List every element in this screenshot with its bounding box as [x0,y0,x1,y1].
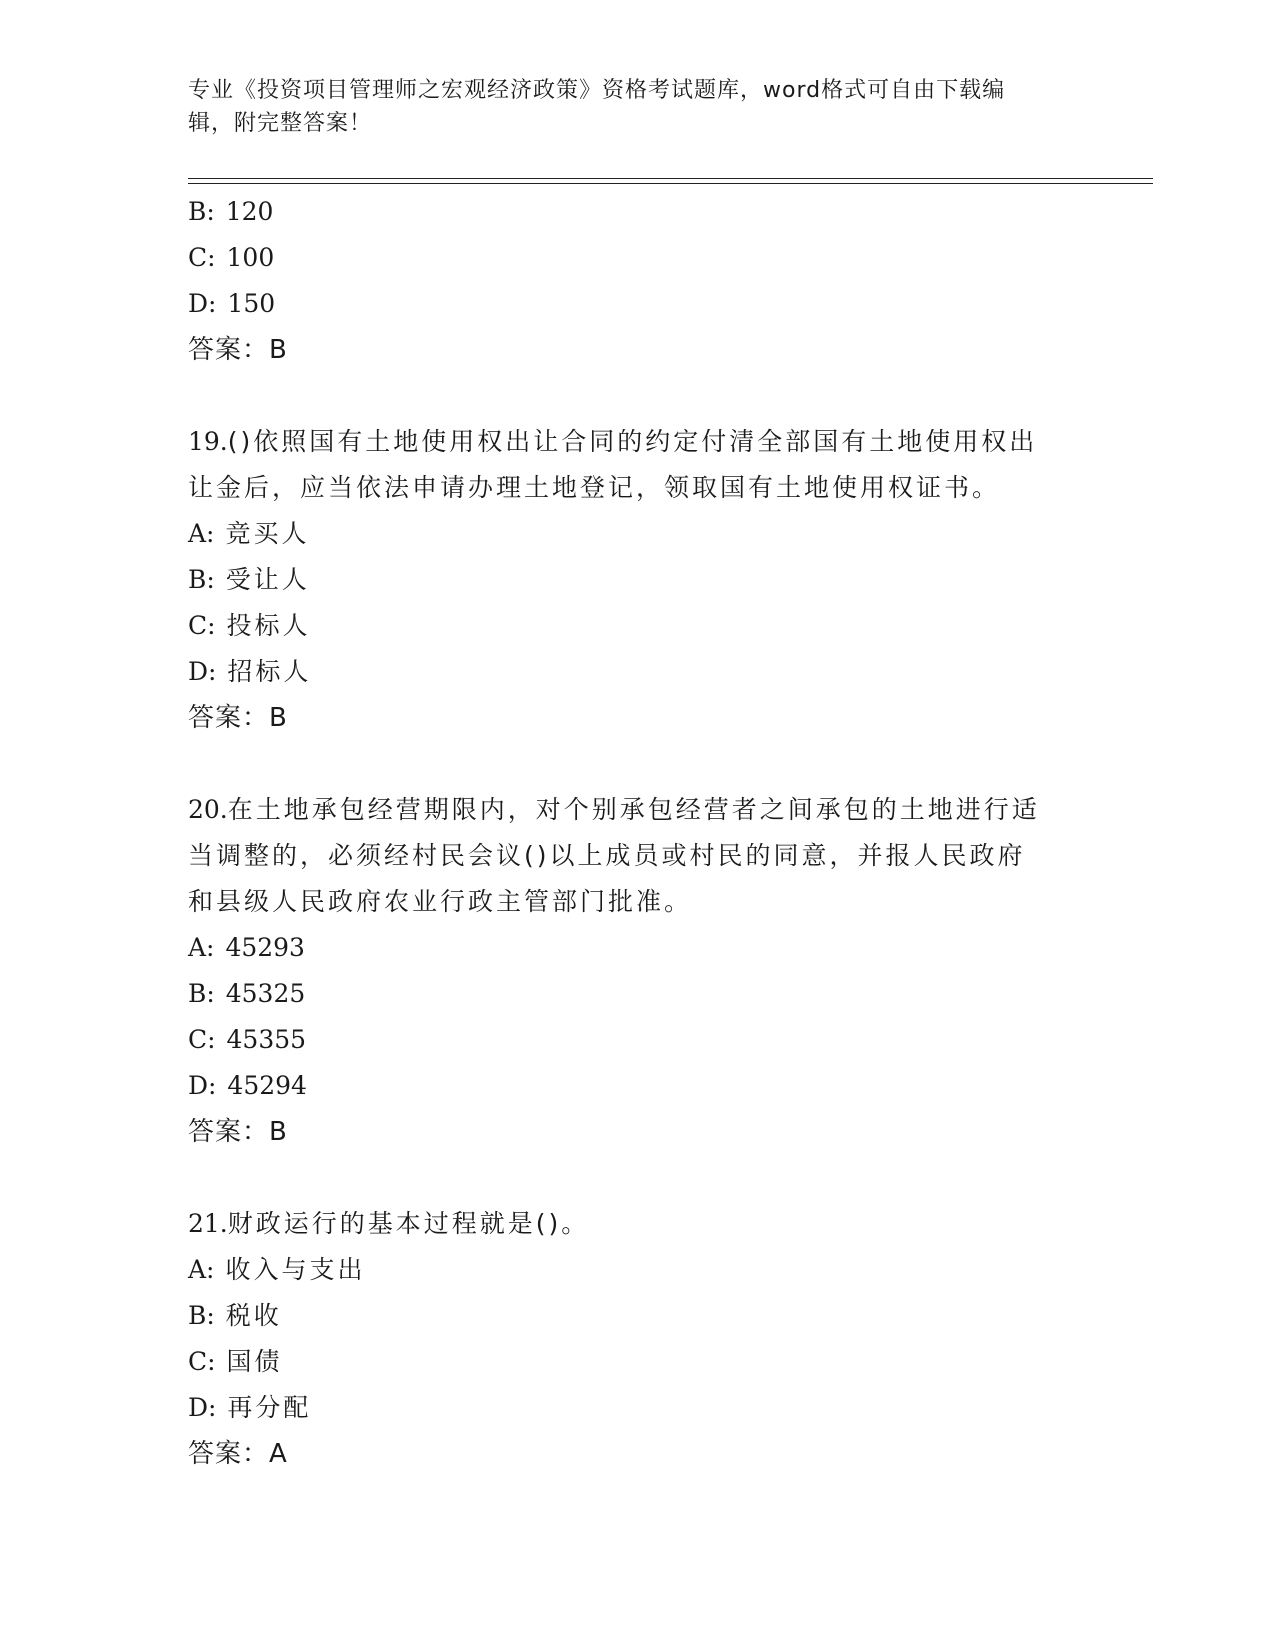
question-number: 19. [188,427,228,456]
option-value: 再分配 [227,1393,312,1422]
option-c: C: 100 [188,243,275,272]
option-d: D: 150 [188,289,276,318]
question-21 [188,1201,1088,1477]
question-list [188,189,1088,1477]
option-value: 120 [225,197,274,226]
question-stem-line: 20.在土地承包经营期限内，对个别承包经营者之间承包的土地进行适 [188,795,1040,824]
option-b: B: 120 [188,197,274,226]
option-a: A: 45293 [188,933,305,962]
question-number: 21. [188,1209,228,1238]
header-divider-top [188,178,1153,179]
answer-line: 答案：B [188,335,288,365]
question-stem-line: 21.财政运行的基本过程就是()。 [188,1209,590,1238]
option-value: 45294 [227,1071,307,1100]
option-c: C: 投标人 [188,611,311,640]
option-b: B: 税收 [188,1301,282,1330]
option-c: C: 45355 [188,1025,307,1054]
option-d: D: 招标人 [188,657,312,686]
question-stem-line: 19.()依照国有土地使用权出让合同的约定付清全部国有土地使用权出 [188,427,1038,456]
question-18-tail [188,189,1088,373]
option-c: C: 国债 [188,1347,283,1376]
answer-line: 答案：A [188,1439,288,1469]
option-a: A: 收入与支出 [188,1255,366,1284]
option-value: 100 [226,243,275,272]
option-value: 45355 [226,1025,307,1054]
header-divider-bottom [188,183,1153,184]
option-value: 受让人 [225,565,310,594]
option-value: 45325 [225,979,306,1008]
option-b: B: 45325 [188,979,306,1008]
option-value: 国债 [226,1347,283,1376]
option-value: 150 [227,289,276,318]
header-line-2: 辑，附完整答案！ [188,111,373,136]
answer-line: 答案：B [188,1117,288,1147]
question-19 [188,419,1088,741]
option-b: B: 受让人 [188,565,310,594]
option-value: 收入与支出 [225,1255,366,1284]
question-20 [188,787,1088,1155]
question-stem-line: 让金后，应当依法申请办理土地登记，领取国有土地使用权证书。 [188,473,1001,502]
question-stem-line: 当调整的，必须经村民会议()以上成员或村民的同意，并报人民政府 [188,841,1026,870]
option-value: 投标人 [226,611,311,640]
option-a: A: 竞买人 [188,519,310,548]
option-d: D: 45294 [188,1071,307,1100]
option-value: 招标人 [227,657,312,686]
question-number: 20. [188,795,228,824]
question-stem-line: 和县级人民政府农业行政主管部门批准。 [188,887,693,916]
option-d: D: 再分配 [188,1393,312,1422]
answer-line: 答案：B [188,703,288,733]
header-line-1: 专业《投资项目管理师之宏观经济政策》资格考试题库，word格式可自由下载编 [188,78,1006,103]
option-value: 竞买人 [225,519,310,548]
option-value: 税收 [225,1301,282,1330]
document-header [188,74,1068,140]
option-value: 45293 [225,933,305,962]
